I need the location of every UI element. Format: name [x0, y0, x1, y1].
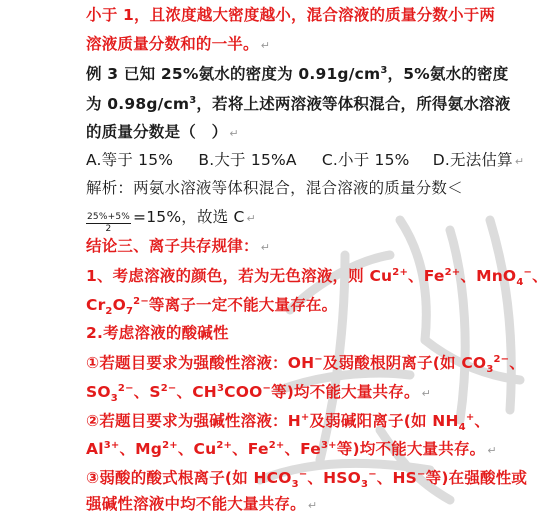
fraction: $\frac{25\%+5\%}{2}$ [87, 212, 131, 234]
option-c: C.小于 15% [321, 151, 410, 169]
example-3-line-1: 例 3 已知 25%氨水的密度为 $0.91g/cm^3$，5%氨水的密度 [86, 64, 509, 83]
option-b: B.大于 15%A [198, 151, 297, 169]
rule-2-base-line-1: ②若题目要求为强碱性溶液：H+及弱碱阳离子(如 $NH_4^+$、 [86, 411, 491, 434]
watermark-image [250, 160, 550, 520]
rule-2-heading: 2.考虑溶液的酸碱性 [86, 324, 229, 342]
rule-1-line-2: $Cr_2O_7^{2-}$等离子一定不能大量存在。 [86, 295, 338, 318]
rule-2-weak-line-2: 强碱性溶液中均不能大量共存。 ↵ [86, 495, 318, 513]
option-a: A.等于 15% [86, 151, 174, 169]
analysis-line-2: $\frac{25\%+5\%}{2}$ =15%，故选 C ↵ [87, 208, 256, 234]
options-row: A.等于 15% B.大于 15%A C.小于 15% D.无法估算 ↵ [86, 151, 525, 169]
rule-2-weak-line-1: ③弱酸的酸式根离子(如 $HCO_3^-$、$HSO_3^-$、HS−等)在强酸性或 [86, 468, 528, 491]
conclusion-3-heading: 结论三、离子共存规律： ↵ [86, 237, 271, 255]
rule-2-acid-line-2: $SO_3^{2-}$、$S^{2-}$、$CH^3COO^-$等)均不能大量共存。 ↵ [86, 382, 432, 405]
rule-2-acid-line-1: ①若题目要求为强酸性溶液：OH−及弱酸根阴离子(如 $CO_3^{2-}$、 [86, 353, 525, 376]
rule-2-base-line-2: $Al^{3+}$、$Mg^{2+}$、$Cu^{2+}$、$Fe^{2+}$、$Fe^{3+}$等)均不能大量共存。 ↵ [86, 439, 497, 458]
option-d: D.无法估算 [432, 151, 513, 169]
rule-1-line-1: 1、考虑溶液的颜色，若为无色溶液，则 $Cu^{2+}$、$Fe^{2+}$、MnO$_4$−、 [86, 266, 548, 289]
para-line-2: 溶液质量分数和的一半。 ↵ [86, 35, 271, 53]
para-line-1: 小于 1，且浓度越大密度越小，混合溶液的质量分数小于两 [86, 6, 496, 24]
example-3-line-2: 为 $0.98g/cm^3$，若将上述两溶液等体积混合，所得氨水溶液 [86, 94, 511, 113]
example-label: 例 3 [86, 65, 119, 83]
analysis-line-1: 解析：两氨水溶液等体积混合，混合溶液的质量分数＜ [86, 179, 463, 197]
example-3-line-3: 的质量分数是（ ） ↵ [86, 123, 239, 141]
